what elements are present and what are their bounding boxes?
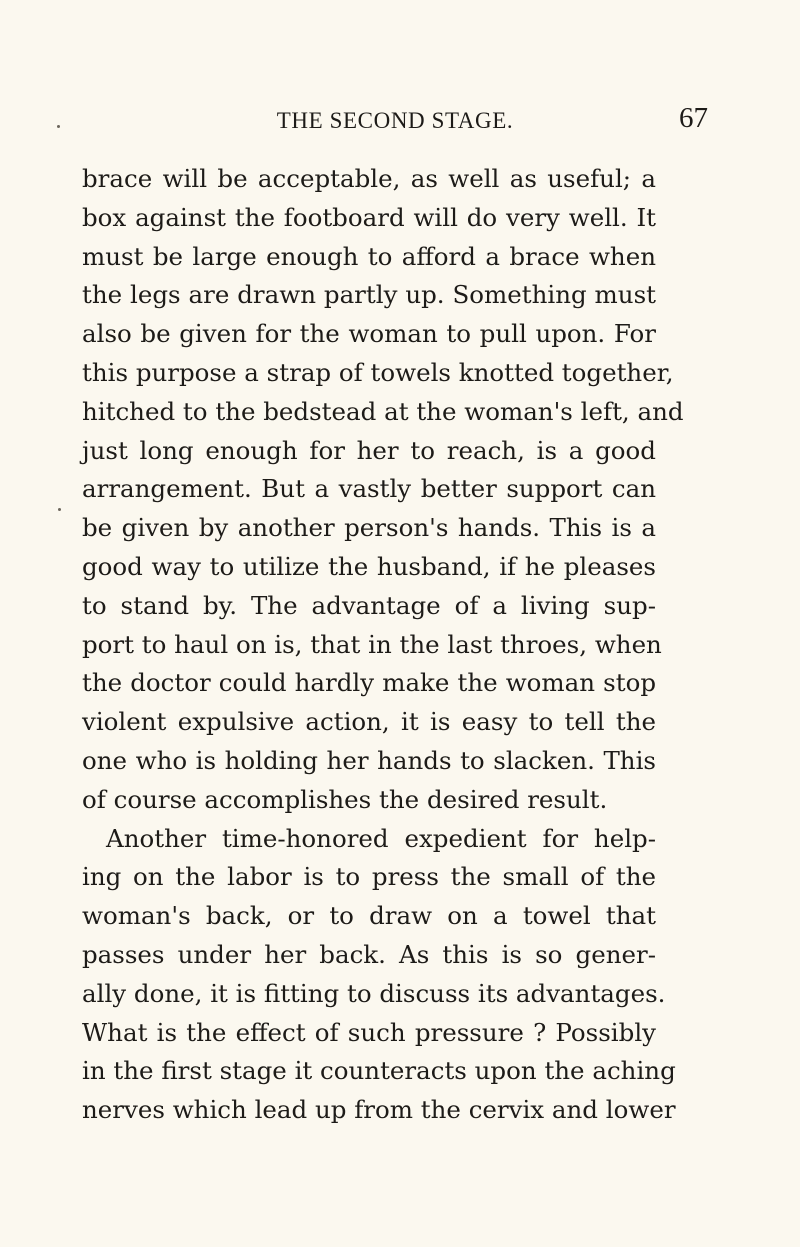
text-line: ally done, it is fitting to discuss its advantages. bbox=[82, 978, 666, 1008]
text-line: box against the footboard will do very well. It bbox=[82, 202, 656, 232]
text-line: port to haul on is, that in the last throes, when bbox=[82, 629, 662, 659]
text-line: one who is holding her hands to slacken. This bbox=[82, 745, 656, 775]
body-text bbox=[82, 160, 684, 1130]
text-line: to stand by. The advantage of a living sup- bbox=[82, 590, 656, 620]
text-line: the legs are drawn partly up. Something must bbox=[82, 280, 656, 310]
text-line: ing on the labor is to press the small of the bbox=[82, 862, 656, 892]
text-line: must be large enough to afford a brace when bbox=[82, 241, 656, 271]
page-number: 67 bbox=[679, 102, 708, 134]
text-line: brace will be acceptable, as well as useful; a bbox=[82, 164, 656, 193]
text-line: violent expulsive action, it is easy to tell the bbox=[82, 707, 656, 737]
text-line: nerves which lead up from the cervix and lower bbox=[82, 1095, 676, 1125]
text-line: this purpose a strap of towels knotted together, bbox=[82, 357, 674, 387]
margin-speck bbox=[58, 508, 61, 511]
text-line: of course accomplishes the desired result. bbox=[82, 784, 608, 814]
text-line: just long enough for her to reach, is a good bbox=[82, 435, 656, 465]
text-line: passes under her back. As this is so gener- bbox=[82, 939, 656, 969]
text-line: good way to utilize the husband, if he pleases bbox=[82, 551, 656, 581]
text-line: Another time-honored expedient for help- bbox=[106, 823, 656, 853]
running-head bbox=[82, 102, 708, 138]
text-line: in the first stage it counteracts upon the aching bbox=[82, 1056, 676, 1086]
margin-speck bbox=[57, 125, 60, 128]
chapter-title: THE SECOND STAGE. bbox=[276, 108, 514, 133]
text-line: the doctor could hardly make the woman stop bbox=[82, 668, 656, 698]
text-line: also be given for the woman to pull upon. For bbox=[82, 319, 656, 349]
text-line: woman's back, or to draw on a towel that bbox=[82, 901, 656, 931]
text-line: be given by another person's hands. This is a bbox=[82, 513, 656, 543]
text-line: What is the effect of such pressure ? Possibly bbox=[82, 1017, 656, 1047]
text-line: hitched to the bedstead at the woman's left, and bbox=[82, 396, 684, 426]
text-line: arrangement. But a vastly better support can bbox=[82, 474, 656, 504]
